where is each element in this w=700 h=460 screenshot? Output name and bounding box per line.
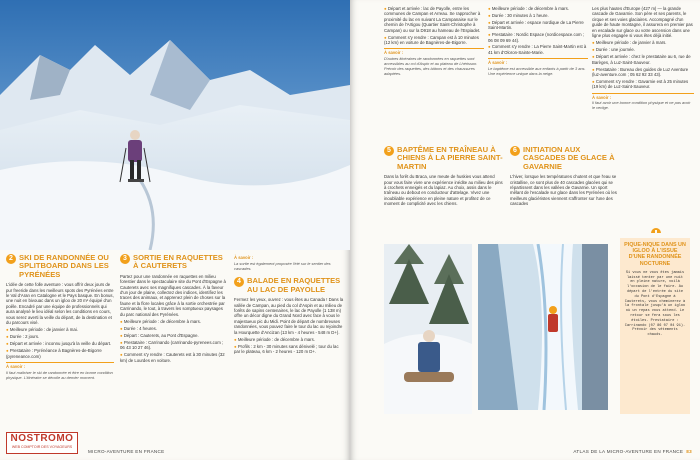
section-body: Partez pour une randonnée en raquettes en milieu forestier dans le spectaculaire site du Pont d'Espagne à Cauterets avec ses magnifiques cascades. À la faveur d'un jour de plaine, collectez des indices, identifiez les traces des animaux, et apprenez plein de choses sur la faune et la flore locales grâce à la sortie orchestrée par Carrinando, le tout, à travers les somptueux paysages du parc national des Pyrénées.	[120, 273, 226, 317]
tip-note: À savoir : La sortie est également proposée l'été sur le sentier des cascades.	[234, 255, 331, 271]
bullet-icon: ●	[120, 325, 123, 331]
page-number: 83	[686, 449, 692, 454]
info-line: ● Prestataire : Nordic Espace (nordicespace.com ; 06 08 09 69 44).	[488, 32, 584, 43]
photo-snowy-forest	[384, 244, 472, 414]
traineau-details	[488, 6, 588, 77]
section-2	[6, 254, 114, 380]
bullet-icon: ●	[120, 319, 123, 325]
info-line: ● Durée : 2 jours.	[6, 334, 40, 340]
info-line: ● Prestataire : Bureau des guides de Luz Aventure (luz-aventure.com ; 05 62 92 33 43).	[592, 66, 689, 77]
section-title: SKI DE RANDONNÉE OU SPLITBOARD DANS LES PYRÉNÉES	[19, 253, 109, 279]
tip-note: À savoir : Il faut maîtriser le ski de randonnée et être en bonne condition physique. L'itinéraire se dévoile au dernier moment.	[6, 364, 113, 380]
section-number: 6	[510, 146, 520, 156]
section-body: L'idée de cette folle aventure : vous offrir deux jours de pur freeride dans les meilleurs spots des Pyrénées entre le Val d'Aran en Catalogne et le Pays basque. En bonus, une nuit en bivouac dans un igloo de 20 m² équipé d'un poêle. Encadré par une équipe de professionnels qui aura analysé le lieu idéal selon les conditions en cours, vous serez averti la veille du départ, de la destination et du parcours visé.	[6, 282, 114, 326]
tip-note: À savoir : D'autres itinéraires de randonnées en raquettes sont accessibles au col d'Aspin et au plateau de Lhérisson. Prévoir des raquettes, des bâtons et des chaussures adaptées.	[384, 48, 484, 76]
bullet-icon: ●	[120, 332, 123, 338]
info-line: ● Départ et arrivée : espace nordique de La Pierre Saint-Martin.	[488, 19, 584, 31]
bullet-icon: ●	[592, 54, 595, 60]
bullet-icon: ●	[120, 352, 123, 358]
section-4	[234, 254, 344, 356]
info-line: ● Départ et arrivée : lac de Payolle, entre les communes de Campan et Arreau. Se rapprocher à proximité du lac en suivant La Campanaise sur le chemin de l'Artigou (Quartier Saint-Christophe à Campan) ou sur la D918 au hameau de l'Espiadet.	[384, 6, 481, 33]
bullet-icon: ●	[488, 19, 491, 25]
info-line: ● Comment s'y rendre : La Pierre Saint-Martin est à 41 km d'Oloron-Sainte-Marie.	[488, 44, 587, 55]
info-line: ● Prestataire : Pyrénéance à Bagnères-de-Bigorre (pyreneance.com)	[6, 348, 102, 359]
info-line: ● Meilleure période : de janvier à mars.	[592, 40, 667, 46]
bullet-icon: ●	[488, 12, 491, 18]
bullet-icon: ●	[592, 47, 595, 53]
section-title: BAPTÊME EN TRAÎNEAU À CHIENS À LA PIERRE SAINT-MARTIN	[397, 145, 503, 171]
bullet-icon: ●	[592, 66, 595, 72]
bullet-icon: ●	[120, 339, 123, 345]
section-body: Fermez les yeux, ouvrez : vous êtes au Canada ! Dans la vallée de Campan, au pied du col d'Aspin et au milieu de forêts de sapins centenaires, le lac de Payolle (1 138 m) offre un décor digne du Grand Nord avec face à vous le majestueux pic du Midi. Point de départ de nombreuses randonnées, vous pouvez faire le tour du lac ou rejoindre la Hourquette d'Ancizan (13 km - 4 heures - 548 m D+).	[234, 297, 344, 335]
bullet-icon: ●	[592, 78, 595, 84]
info-line: ● Durée : une journée.	[592, 47, 635, 53]
section-number: 2	[6, 254, 16, 264]
gavarnie-details: Les plus hautes d'Europe (427 m) — la grande cascade de Gavarnie. Son père et ses parents, le cirque et ses voies glaciaires. Accompagné d'un guide de haute montagne, il assurera en premier pas en escalade sur glace ou votre ascension dans une ligne plus engagée si vous êtes déjà initié. ● Meilleure période : de janvier à mars. ● Durée : une journée. ● Départ et arrivée : chez le prestataire au 6, rue de Barèges, à Luz-Saint-Sauveur. ● Prestataire : Bureau des guides de Luz Aventure (luz-aventure.com ; 05 62 92 33 43). ● Comment s'y rendre : Gavarnie est à 25 minutes (19 km) de Luz-Saint-Sauveur. À savoir : Il faut avoir une bonne condition physique et ne pas avoir le vertige.	[592, 6, 693, 111]
section-5	[384, 146, 504, 209]
info-line: ● Prestataire : Carrinando (carrinando-pyrenees.com ; 06 43 10 27 46).	[120, 339, 224, 351]
info-line: ● Meilleure période : de décembre à mars.	[488, 6, 569, 11]
box-title: PIQUE-NIQUE DANS UN IGLOO À L'ISSUE D'UNE RANDONNÉE NOCTURNE	[624, 242, 686, 267]
nostromo-logo: NOSTROMO WEB COMPTOIR DES VOYAGEURS	[6, 432, 78, 454]
section-body: L'hiver, lorsque les températures chutent et que l'eau se cristallise, ce sont plus de 40 cascades glacées qui se répartissent dans les vallées de Gavarnie. Un sport mêlant de l'escalade sur glace dans les Pyrénées où les meilleurs glaciéristes viennent s'affronter sur l'une des cascades	[510, 174, 617, 207]
info-line: ● Comment s'y rendre : Campan est à 10 minutes (12 km) en voiture de Bagnères-de-Bigorre.	[384, 34, 479, 45]
bullet-icon: ●	[384, 34, 387, 40]
info-line: ● Départ : Cauterets, au Pont d'Espagne.	[120, 332, 199, 338]
section-number: 4	[234, 277, 244, 287]
igloo-icon	[650, 222, 662, 234]
section-6	[510, 146, 620, 209]
info-line: ● Départ et arrivée : inconnu jusqu'à la veille du départ.	[6, 341, 112, 347]
left-folio: MICRO-AVENTURE EN FRANCE	[88, 449, 165, 454]
right-folio: ATLAS DE LA MICRO-AVENTURE EN FRANCE 83	[573, 449, 692, 454]
info-line: ● Meilleure période : de décembre à mars.	[234, 337, 315, 343]
bullet-icon: ●	[488, 6, 491, 11]
bullet-icon: ●	[234, 337, 237, 343]
payolle-details	[384, 6, 484, 76]
info-line: ● Comment s'y rendre : Cauterets est à 30 minutes (32 km) de Lourdes en voiture.	[120, 352, 225, 363]
section-body: Dans la forêt du Braca, une meute de huskies vous attend pour vous faire vivre une expérience inédite au milieu des pins à crochets enneigés et du lapiaz. Au choix, assis dans le traîneau ou debout en conducteur d'attelage. Vivez une inoubliable expérience en pleine nature et profitez de ce moment de complicité avec les chiens.	[384, 174, 503, 207]
tip-note: À savoir : Le baptême est accessible aux enfants à partir de 3 ans. Une expérience unique dans la neige.	[488, 58, 588, 76]
bullet-icon: ●	[488, 32, 491, 38]
bullet-icon: ●	[6, 348, 9, 354]
bullet-icon: ●	[488, 44, 491, 50]
photo-ice-cascade	[478, 244, 608, 410]
bullet-icon: ●	[6, 341, 9, 347]
info-line: ● Durée : 30 minutes à 1 heure.	[488, 12, 549, 18]
tip-note: À savoir : Il faut avoir une bonne condition physique et ne pas avoir le vertige.	[592, 93, 694, 111]
section-title: INITIATION AUX CASCADES DE GLACE À GAVARNIE	[523, 145, 615, 171]
section-title: BALADE EN RAQUETTES AU LAC DE PAYOLLE	[247, 276, 341, 294]
bullet-icon: ●	[234, 343, 237, 349]
section-3	[120, 254, 228, 364]
box-text: Si vous ne vous êtes jamais laissé tenter par une nuit en pleine nature, voilà l'occasion de le faire. Au départ de l'entrée du site du Pont d'Espagne à Cauterets, vous cheminerez à la frontale jusqu'à un igloo où un repas vous attend. Le retour se fera sous les étoiles. Prestataire : Carrinando (07 86 07 04 91). Prévoir des vêtements chauds.	[624, 270, 686, 338]
bullet-icon: ●	[6, 334, 9, 340]
section-title: SORTIE EN RAQUETTES À CAUTERETS	[133, 253, 223, 271]
sidebar-box-igloo	[620, 238, 690, 414]
section-number: 5	[384, 146, 394, 156]
bullet-icon: ●	[6, 327, 9, 333]
info-line: ● Meilleure période : de janvier à mai.	[6, 327, 78, 333]
section-number: 3	[120, 254, 130, 264]
hero-photo-snow-hiker	[0, 0, 350, 250]
bullet-icon: ●	[384, 6, 387, 11]
bullet-icon: ●	[592, 40, 595, 46]
info-line: ● Meilleure période : de décembre à mars.	[120, 319, 201, 325]
info-line: ● Durée : 4 heures.	[120, 325, 158, 331]
info-line: ● Départ et arrivée : chez le prestataire au 6, rue de Barèges, à Luz-Saint-Sauveur.	[592, 54, 691, 65]
info-line: ● Comment s'y rendre : Gavarnie est à 25 minutes (19 km) de Luz-Saint-Sauveur.	[592, 78, 689, 90]
info-line: ● Profils : 2 km - 30 minutes sans dénivelé ; tour du lac par le plateau, 6 km - 2 heures - 120 m D+.	[234, 343, 339, 355]
